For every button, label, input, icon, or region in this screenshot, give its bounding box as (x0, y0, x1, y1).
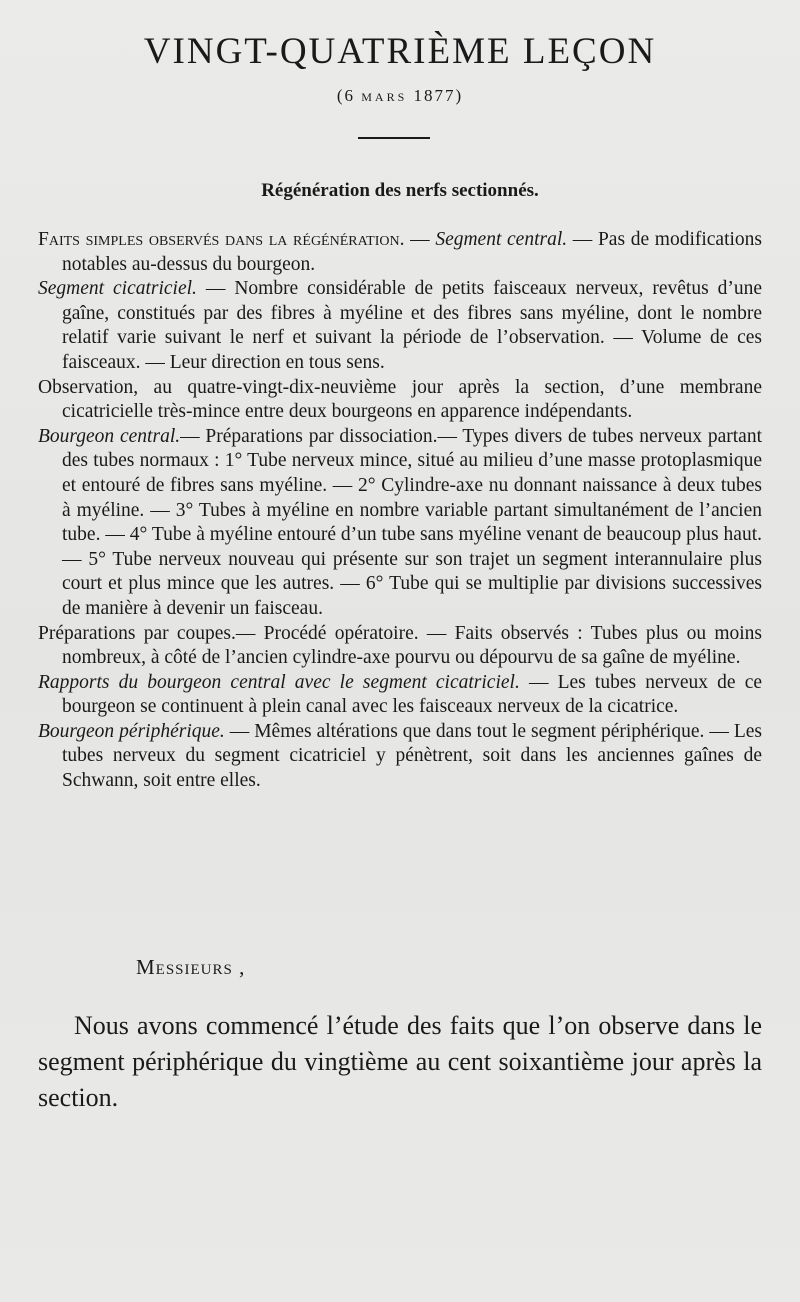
body-paragraph: Nous avons commencé l’étude des faits que l’on observe dans le segment périphérique du vingtième au cent soixantième jour après la section. (38, 1011, 762, 1112)
summary-lead: Faits simples observés dans la régénération. (38, 229, 405, 250)
date-day: (6 (336, 86, 362, 105)
date-month: MARS (361, 90, 408, 104)
summary-text: — Nombre considérable de petits faisceaux nerveux, revêtus d’une gaîne, constitués par des fibres à myéline et des fibres sans myéline, dont le nombre relatif varie suivant le nerf et suivant la période de l’observation. — Volume de ces faisceaux. — Leur direction en tous sens. (62, 278, 762, 373)
summary-italic: Segment central. (435, 229, 568, 250)
summary-separator: — (404, 229, 436, 250)
summary-italic: Bourgeon périphérique. (38, 720, 225, 742)
lecon-subject: Régénération des nerfs sectionnés. (261, 180, 539, 201)
lecon-date (0, 86, 800, 106)
summary-text: Préparations par coupes.— Procédé opératoire. — Faits observés : Tubes plus ou moins nombreux, à côté de l’ancien cylindre-axe pourvu ou dépourvu de sa gaîne de myéline. (38, 622, 762, 669)
summary-paragraph (38, 228, 762, 277)
summary-text: — Préparations par dissociation.— Types divers de tubes nerveux partant des tubes normaux : 1° Tube nerveux mince, situé au milieu d’une masse protoplasmique et entouré de fibres sans myéline. — 2° Cylindre-axe nu donnant naissance à deux tubes à myéline. — 3° Tubes à myéline en nombre variable partant simultanément de l’ancien tube. — 4° Tube à myéline entouré d’un tube sans myéline venant de beaucoup plus haut. — 5° Tube nerveux nouveau qui présente sur son trajet un segment interannulaire plus court et plus mince que les autres. — 6° Tube qui se multiplie par divisions successives de manière à devenir un faisceau. (62, 425, 762, 619)
summary-text: Observation, au quatre-vingt-dix-neuvième jour après la section, d’une membrane cicatricielle très-mince entre deux bourgeons en apparence indépendants. (38, 376, 762, 423)
summary-italic: Segment cicatriciel. (38, 278, 197, 300)
summary-paragraph (38, 277, 762, 375)
summary-paragraph (38, 376, 762, 425)
summary-paragraph (38, 622, 762, 671)
salutation: Messieurs , (136, 955, 246, 979)
title-divider (358, 137, 430, 139)
summary-text: — Mêmes altérations que dans tout le segment périphérique. — Les tubes nerveux du segment cicatriciel y pénètrent, soit dans les anciennes gaînes de Schwann, soit entre elles. (62, 720, 762, 792)
summary-paragraph (38, 720, 762, 794)
summary-italic: Bourgeon central. (38, 425, 181, 447)
summary-italic: Rapports du bourgeon central avec le segment cicatriciel. (38, 671, 520, 693)
lecon-title: VINGT-QUATRIÈME LEÇON (143, 31, 657, 72)
lecon-summary (38, 228, 762, 794)
date-year: 1877) (407, 86, 464, 105)
summary-text: — Pas de modifications notables au-dessus du bourgeon. (62, 229, 763, 275)
summary-paragraph (38, 671, 762, 720)
summary-paragraph (38, 425, 762, 622)
summary-text: — Les tubes nerveux de ce bourgeon se continuent à plein canal avec les faisceaux nerveux de la cicatrice. (62, 671, 763, 718)
